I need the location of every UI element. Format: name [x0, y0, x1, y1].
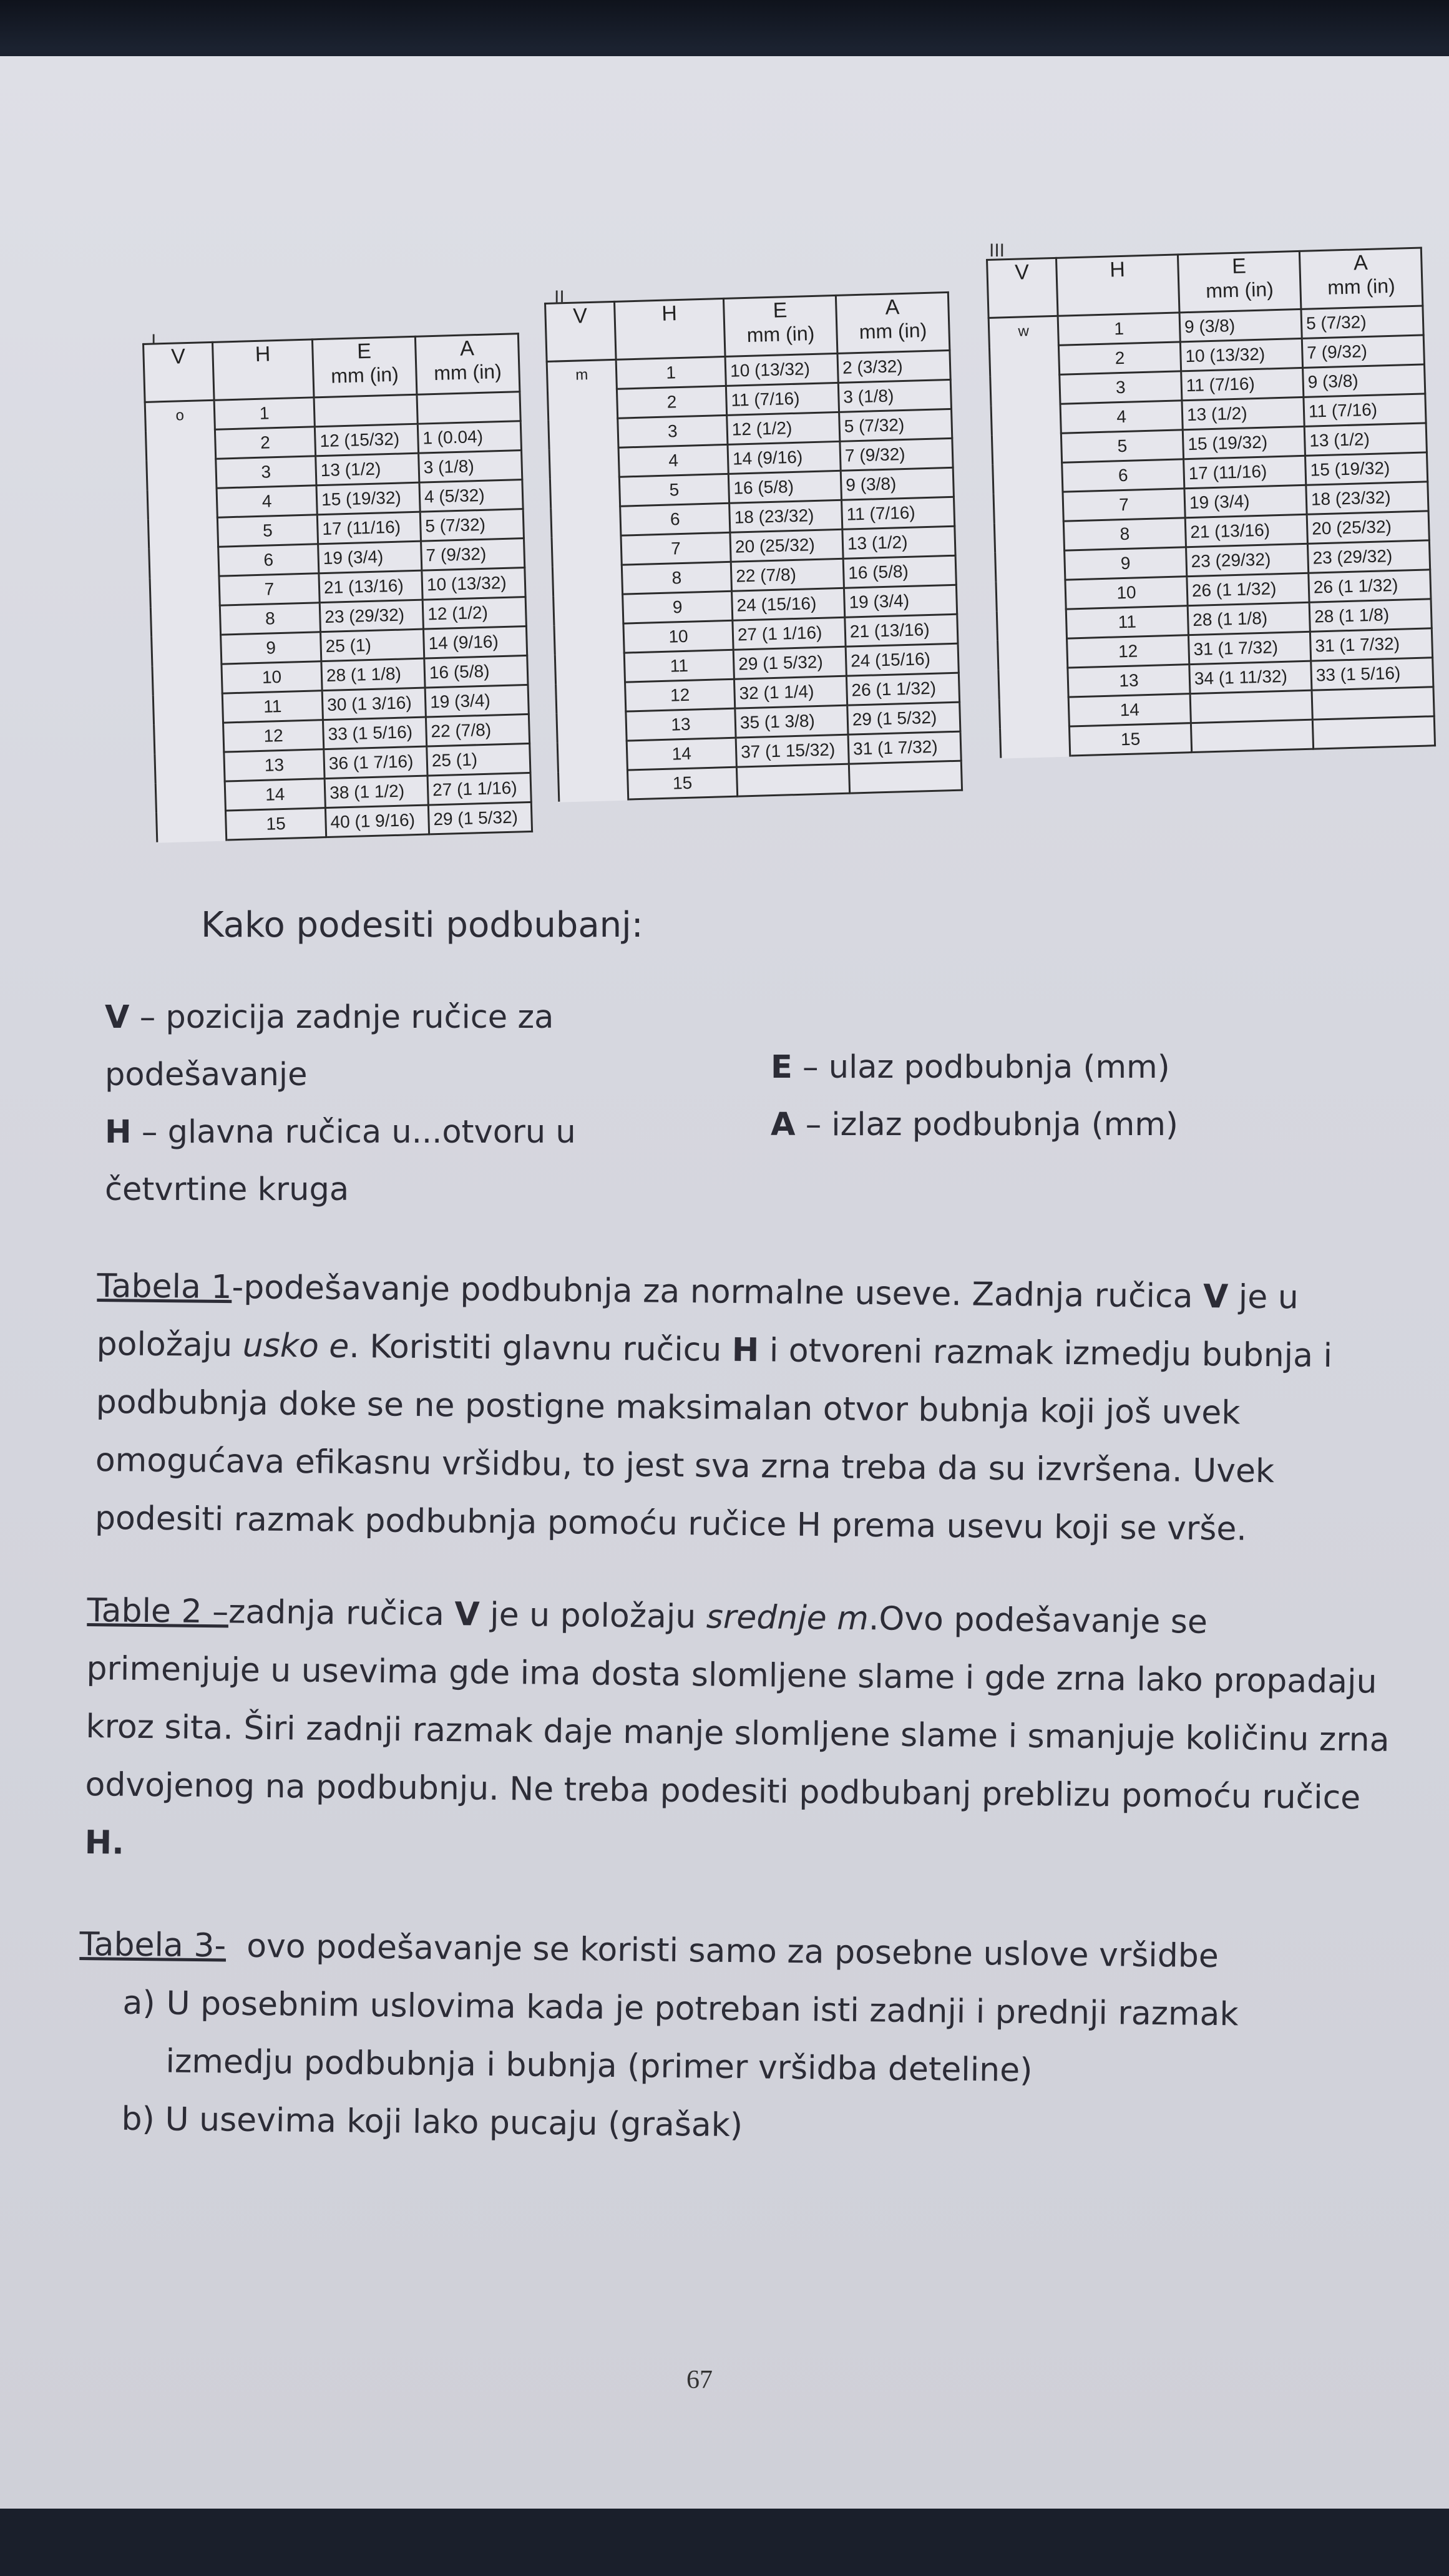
cell-h: 13 — [1068, 665, 1190, 697]
cell-h: 4 — [1060, 401, 1183, 433]
para2-v: V — [454, 1596, 481, 1634]
cell-h: 2 — [1058, 342, 1181, 374]
cell-h: 9 — [1065, 547, 1187, 580]
cell-e: 22 (7/8) — [731, 559, 844, 591]
cell-a: 7 (9/32) — [840, 438, 953, 471]
cell-e: 16 (5/8) — [728, 471, 841, 503]
cell-a: 16 (5/8) — [843, 555, 956, 588]
cell-a: 9 (3/8) — [1303, 364, 1425, 397]
cell-e: 28 (1 1/8) — [321, 658, 425, 691]
para3-a-line-2: izmedju podbubnja i bubnja (primer vršidba deteline) — [165, 2042, 1033, 2089]
cell-e: 32 (1 1/4) — [734, 676, 847, 708]
cell-a: 5 (7/32) — [839, 409, 952, 441]
cell-e: 9 (3/8) — [1179, 309, 1302, 341]
cell-e: 25 (1) — [321, 629, 424, 661]
cell-h: 10 — [222, 661, 322, 693]
legend-e-key: E — [771, 1049, 793, 1086]
cell-h: 11 — [624, 650, 734, 682]
legend-v-key: V — [105, 999, 130, 1036]
cell-h: 3 — [618, 415, 728, 447]
cell-a: 2 (3/32) — [837, 350, 950, 383]
header-a-unit: mm (in) — [433, 359, 502, 384]
header-a — [415, 334, 520, 395]
cell-h: 12 — [625, 679, 735, 711]
cell-e: 21 (13/16) — [1185, 514, 1307, 547]
para1-text-4: . Koristiti glavnu ručicu — [349, 1327, 733, 1369]
para1-text-2: je u — [1227, 1278, 1299, 1317]
cell-h: 5 — [619, 474, 729, 506]
cell-e: 14 (9/16) — [728, 441, 841, 474]
cell-a: 3 (1/8) — [838, 379, 951, 412]
para2-srednje: srednje m — [706, 1598, 869, 1638]
cell-h: 5 — [1061, 430, 1183, 462]
para1-label: Tabela 1 — [97, 1267, 232, 1307]
cell-h: 8 — [622, 562, 731, 594]
cell-e: 23 (29/32) — [320, 600, 423, 632]
para3-a-line-1: U posebnim uslovima kada je potreban isti zadnji i prednji razmak — [166, 1984, 1239, 2034]
header-a — [836, 292, 950, 353]
cell-h: 7 — [219, 573, 320, 605]
cell-e: 12 (1/2) — [727, 412, 840, 444]
para1-text-3: položaju — [96, 1325, 243, 1365]
cell-a: 19 (3/4) — [844, 585, 957, 617]
para1-line-3: podbubnja doke se ne postigne maksimalan otvor bubnja koji još uvek — [95, 1383, 1241, 1432]
legend-h-text-2: četvrtine kruga — [105, 1171, 349, 1208]
table-1-label: I — [151, 331, 157, 351]
cell-a: 28 (1 1/8) — [1309, 599, 1432, 632]
cell-h: 6 — [1062, 459, 1184, 492]
header-a-text: A — [885, 295, 900, 320]
cell-h: 1 — [616, 356, 726, 389]
cell-a: 7 (9/32) — [421, 539, 525, 571]
para2-line-3: kroz sita. Širi zadnji razmak daje manje slomljene slame i smanjuje količinu zrna — [85, 1707, 1390, 1759]
cell-e: 28 (1 1/8) — [1188, 602, 1310, 635]
cell-h: 5 — [217, 515, 318, 547]
cell-a: 31 (1 7/32) — [1310, 628, 1432, 661]
legend-v-text-2: podešavanje — [105, 1056, 308, 1093]
cell-a: 9 (3/8) — [841, 467, 954, 500]
cell-h: 13 — [224, 749, 324, 781]
para2-text-2: je u položaju — [479, 1596, 707, 1636]
para3-label: Tabela 3- — [79, 1925, 227, 1965]
cell-a: 31 (1 7/32) — [848, 731, 961, 764]
cell-a: 24 (15/16) — [846, 643, 959, 676]
cell-e: 17 (11/16) — [317, 512, 421, 544]
para1-text-1: -podešavanje podbubnja za normalne useve. Zadnja ručica — [232, 1269, 1204, 1316]
header-a-unit: mm (in) — [1327, 274, 1396, 299]
header-h — [1056, 255, 1179, 316]
cell-h: 1 — [214, 398, 315, 429]
paragraph-table-2 — [84, 1582, 1391, 1886]
legend-h-key: H — [105, 1114, 132, 1151]
cell-a: 21 (13/16) — [845, 614, 958, 646]
header-h — [614, 298, 725, 359]
table-3-label: III — [989, 240, 1005, 261]
v-position-mark: m — [547, 359, 628, 801]
cell-a: 13 (1/2) — [842, 526, 955, 559]
cell-h: 15 — [627, 767, 737, 799]
cell-e: 18 (23/32) — [729, 500, 842, 532]
legend-a-key: A — [771, 1106, 796, 1143]
cell-h: 15 — [225, 808, 326, 840]
cell-a: 20 (25/32) — [1307, 511, 1429, 544]
header-e-unit: mm (in) — [330, 363, 399, 388]
cell-e: 31 (1 7/32) — [1188, 632, 1310, 664]
cell-e: 30 (1 3/16) — [322, 688, 426, 720]
cell-a — [849, 761, 962, 793]
header-v-text: V — [572, 304, 588, 328]
cell-h: 11 — [222, 691, 323, 723]
table-2-label: II — [554, 287, 565, 308]
para3-b-marker: b) — [121, 2100, 155, 2139]
cell-e — [736, 764, 849, 796]
cell-a: 27 (1 1/16) — [427, 773, 531, 805]
table-1 — [142, 333, 533, 843]
cell-a: 33 (1 5/16) — [1311, 658, 1433, 690]
cell-h: 6 — [620, 503, 730, 535]
legend-h-text-1: – glavna ručica u...otvoru u — [131, 1114, 576, 1151]
header-a-text: A — [1353, 250, 1368, 275]
cell-a: 29 (1 5/32) — [847, 702, 960, 734]
cell-a: 26 (1 1/32) — [846, 673, 959, 705]
cell-h: 2 — [215, 427, 315, 459]
cell-h: 4 — [217, 485, 317, 517]
header-v — [987, 258, 1058, 318]
cell-h: 15 — [1069, 723, 1191, 756]
header-e-text: E — [1231, 254, 1247, 278]
cell-e: 17 (11/16) — [1184, 456, 1306, 488]
page-number: 67 — [686, 2366, 713, 2394]
header-v-text: V — [170, 344, 186, 369]
cell-e: 40 (1 9/16) — [325, 805, 429, 837]
cell-a — [1312, 687, 1434, 720]
cell-e: 19 (3/4) — [318, 541, 422, 573]
cell-h: 3 — [1060, 371, 1182, 404]
cell-e: 29 (1 5/32) — [733, 646, 846, 679]
legend-a-text: – izlaz podbubnja (mm) — [795, 1106, 1178, 1143]
cell-a: 7 (9/32) — [1302, 335, 1424, 368]
cell-h: 13 — [626, 708, 736, 741]
cell-e: 23 (29/32) — [1186, 544, 1309, 576]
header-e — [1178, 251, 1301, 312]
cell-e: 35 (1 3/8) — [735, 705, 848, 738]
cell-e: 13 (1/2) — [316, 453, 419, 485]
cell-a: 26 (1 1/32) — [1309, 570, 1431, 602]
para1-h: H — [731, 1331, 759, 1370]
para2-text-1: zadnja ručica — [228, 1593, 455, 1634]
header-h-text: H — [255, 342, 271, 366]
cell-h: 14 — [1068, 694, 1191, 726]
cell-h: 7 — [1063, 489, 1185, 521]
table-header-row — [545, 292, 950, 361]
cell-a: 22 (7/8) — [426, 714, 529, 746]
header-a-text: A — [459, 336, 475, 361]
legend-title: Kako podesiti podbubanj: — [201, 905, 643, 945]
cell-a: 29 (1 5/32) — [428, 802, 532, 834]
cell-e: 27 (1 1/16) — [733, 617, 846, 650]
cell-e: 36 (1 7/16) — [324, 746, 427, 779]
header-h-text: H — [1109, 257, 1126, 282]
cell-e — [1191, 720, 1313, 752]
cell-e: 37 (1 15/32) — [736, 734, 849, 767]
para2-h: H. — [84, 1823, 125, 1862]
cell-h: 10 — [623, 620, 733, 653]
document-page — [0, 56, 1449, 2509]
para1-usko: usko e — [242, 1327, 349, 1365]
header-v-text: V — [1014, 260, 1030, 285]
para2-line-4: odvojenog na podbubnju. Ne treba podesiti podbubanj preblizu pomoću ručice — [85, 1765, 1361, 1817]
cell-e — [1190, 690, 1312, 723]
cell-h: 8 — [1063, 518, 1186, 550]
v-position-mark: w — [988, 316, 1070, 758]
cell-h: 12 — [223, 720, 324, 752]
para3-text-1: ovo podešavanje se koristi samo za posebne uslove vršidbe — [225, 1927, 1219, 1976]
header-e-text: E — [356, 339, 372, 364]
para2-text-3: .Ovo podešavanje se — [868, 1600, 1208, 1641]
cell-a: 11 (7/16) — [1304, 394, 1426, 426]
header-a — [1299, 248, 1423, 309]
cell-a: 23 (29/32) — [1307, 540, 1430, 573]
header-v — [144, 342, 215, 402]
cell-e: 10 (13/32) — [725, 353, 838, 386]
para3-b-line-1: U usevima koji lako pucaju (grašak) — [165, 2100, 743, 2145]
cell-h: 2 — [617, 386, 726, 418]
cell-h: 12 — [1067, 635, 1189, 668]
cell-h: 11 — [1066, 606, 1188, 638]
cell-a: 25 (1) — [427, 743, 530, 776]
legend-e-text: – ulaz podbubnja (mm) — [792, 1049, 1170, 1086]
cell-e: 26 (1 1/32) — [1187, 573, 1309, 605]
cell-e: 21 (13/16) — [319, 570, 422, 603]
cell-h: 9 — [221, 632, 321, 664]
cell-e: 11 (7/16) — [726, 383, 839, 415]
cell-h: 14 — [225, 779, 325, 811]
cell-e: 15 (19/32) — [1183, 426, 1305, 459]
cell-a: 4 (5/32) — [419, 480, 523, 512]
cell-a — [417, 392, 520, 424]
cell-a: 13 (1/2) — [1304, 423, 1427, 456]
para2-line-2: primenjuje u usevima gde ima dosta slomljene slame i gde zrna lako propadaju — [86, 1649, 1377, 1701]
legend-v-text-1: – pozicija zadnje ručice za — [129, 999, 554, 1036]
cell-e: 24 (15/16) — [732, 588, 845, 620]
paragraph-table-3 — [77, 1916, 1239, 2160]
header-e — [723, 295, 837, 356]
cell-a: 1 (0.04) — [417, 421, 521, 454]
table-3 — [986, 246, 1436, 758]
cell-e: 20 (25/32) — [730, 529, 843, 562]
cell-a: 14 (9/16) — [423, 626, 527, 658]
header-e-unit: mm (in) — [1205, 278, 1274, 303]
cell-e: 38 (1 1/2) — [324, 776, 428, 808]
cell-e: 13 (1/2) — [1182, 397, 1304, 429]
cell-a: 3 (1/8) — [419, 451, 522, 483]
para1-v: V — [1203, 1278, 1229, 1316]
v-position-mark: o — [145, 400, 227, 842]
cell-a: 10 (13/32) — [422, 568, 525, 600]
cell-e: 10 (13/32) — [1180, 338, 1302, 371]
header-e — [312, 336, 417, 398]
cell-a: 5 (7/32) — [1301, 306, 1423, 338]
header-a-unit: mm (in) — [859, 318, 927, 343]
cell-a: 16 (5/8) — [424, 655, 528, 688]
cell-h: 4 — [618, 444, 728, 477]
legend-v — [105, 989, 576, 1219]
para1-line-5: podesiti razmak podbubnja pomoću ručice H prema usevu koji se vrše. — [94, 1499, 1247, 1548]
para3-a-marker: a) — [122, 1984, 156, 2022]
header-e-unit: mm (in) — [746, 321, 815, 346]
table-2 — [544, 291, 963, 803]
cell-a: 19 (3/4) — [425, 685, 529, 717]
header-e-text: E — [773, 298, 788, 323]
cell-e: 12 (15/32) — [315, 424, 418, 456]
cell-h: 1 — [1058, 313, 1180, 345]
cell-a: 5 (7/32) — [420, 509, 524, 542]
cell-e: 15 (19/32) — [316, 482, 420, 515]
cell-e — [314, 394, 417, 427]
cell-a: 18 (23/32) — [1306, 482, 1428, 514]
header-h-text: H — [661, 301, 678, 326]
cell-e: 33 (1 5/16) — [323, 717, 426, 749]
cell-e: 11 (7/16) — [1181, 368, 1304, 400]
cell-a: 11 (7/16) — [842, 497, 955, 529]
legend-ea — [771, 1039, 1178, 1154]
cell-a: 12 (1/2) — [422, 597, 526, 630]
cell-a — [1312, 716, 1435, 749]
para2-label: Table 2 – — [87, 1591, 229, 1631]
cell-a: 15 (19/32) — [1305, 452, 1428, 485]
paragraph-table-1 — [95, 1257, 1334, 1559]
cell-h: 14 — [627, 738, 736, 770]
header-v — [545, 301, 617, 361]
cell-h: 9 — [623, 591, 733, 623]
cell-h: 3 — [216, 456, 316, 488]
header-h — [212, 339, 314, 400]
cell-h: 6 — [218, 544, 319, 576]
table-header-row — [144, 334, 520, 402]
cell-e: 19 (3/4) — [1184, 485, 1307, 517]
para1-line-4: omogućava efikasnu vršidbu, to jest sva zrna treba da su izvršena. Uvek — [95, 1441, 1275, 1491]
cell-h: 10 — [1065, 577, 1188, 609]
cell-h: 8 — [220, 603, 320, 635]
para1-text-5: i otvoreni razmak izmedju bubnja i — [759, 1332, 1333, 1375]
cell-e: 34 (1 11/32) — [1189, 661, 1312, 693]
cell-h: 7 — [621, 532, 731, 565]
